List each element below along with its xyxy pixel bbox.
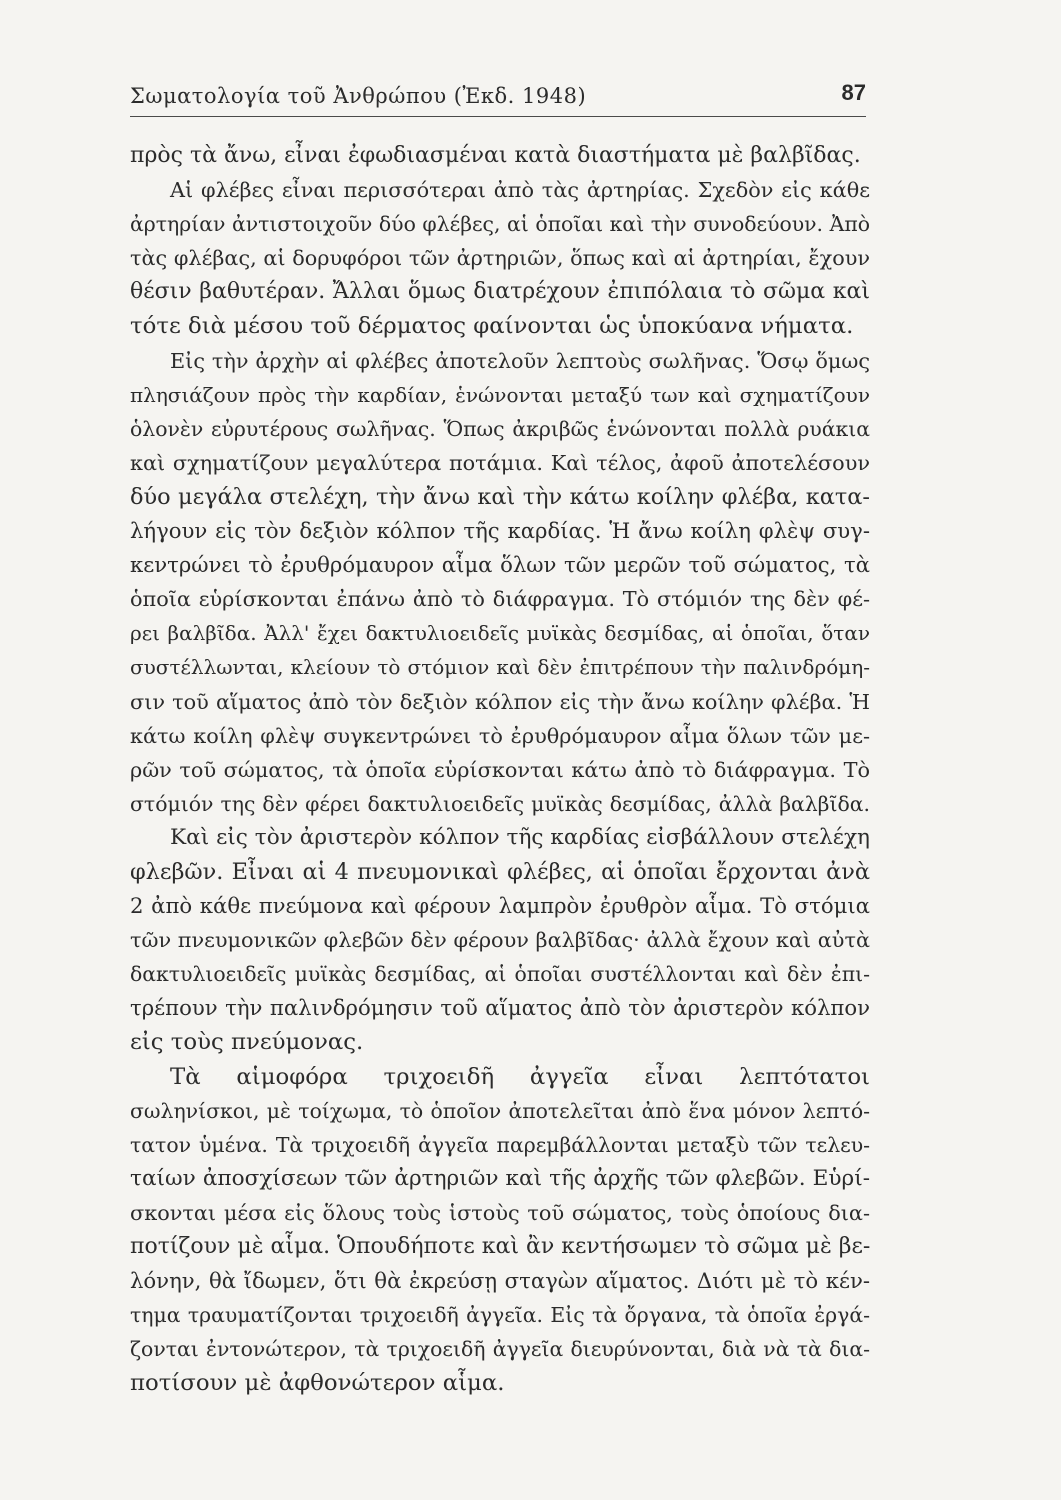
text-line: ὁποῖα εὑρίσκονται ἐπάνω ἀπὸ τὸ διάφραγμα. Τὸ στόμιόν της δὲν φέ-	[130, 587, 870, 612]
text-line: ποτίζουν μὲ αἷμα. Ὁπουδήποτε καὶ ἂν κεντήσωμεν τὸ σῶμα μὲ βε-	[130, 1234, 871, 1259]
text-line: δακτυλιοειδεῖς μυϊκὰς δεσμίδας, αἱ ὁποῖαι συστέλλονται καὶ δὲν ἐπι-	[130, 962, 870, 987]
text-line: λήγουν εἰς τὸν δεξιὸν κόλπον τῆς καρδίας. Ἡ ἄνω κοίλη φλὲψ συγ-	[130, 518, 870, 544]
text-line: εἰς τοὺς πνεύμονας.	[130, 1029, 364, 1056]
text-line: ταίων ἀποσχίσεων τῶν ἀρτηριῶν καὶ τῆς ἀρχῆς τῶν φλεβῶν. Εὑρί-	[130, 1165, 870, 1191]
text-line: σιν τοῦ αἵματος ἀπὸ τὸν δεξιὸν κόλπον εἰς τὴν ἄνω κοίλην φλέβα. Ἡ	[130, 689, 870, 714]
text-line: φλεβῶν. Εἶναι αἱ 4 πνευμονικαὶ φλέβες, αἱ ὁποῖαι ἔρχονται ἀνὰ	[130, 858, 870, 885]
text-line: σωληνίσκοι, μὲ τοίχωμα, τὸ ὁποῖον ἀποτελεῖται ἀπὸ ἕνα μόνον λεπτό-	[130, 1098, 870, 1123]
text-line: ρῶν τοῦ σώματος, τὰ ὁποῖα εὑρίσκονται κάτω ἀπὸ τὸ διάφραγμα. Τὸ	[130, 757, 870, 782]
text-line: θέσιν βαθυτέραν. Ἄλλαι ὅμως διατρέχουν ἐπιπόλαια τὸ σῶμα καὶ	[130, 279, 870, 305]
text-line: δύο μεγάλα στελέχη, τὴν ἄνω καὶ τὴν κάτω κοίλην φλέβα, κατα-	[130, 483, 870, 510]
text-line: σκονται μέσα εἰς ὅλους τοὺς ἱστοὺς τοῦ σώματος, τοὺς ὁποίους δια-	[130, 1200, 870, 1225]
text-line: πλησιάζουν πρὸς τὴν καρδίαν, ἑνώνονται μεταξύ των καὶ σχηματίζουν	[130, 382, 870, 407]
text-line: τῶν πνευμονικῶν φλεβῶν δὲν φέρουν βαλβῖδας· ἀλλὰ ἔχουν καὶ αὐτὰ	[130, 928, 870, 953]
text-line: κεντρώνει τὸ ἐρυθρόμαυρον αἷμα ὅλων τῶν μερῶν τοῦ σώματος, τὰ	[130, 552, 870, 578]
text-line: ὁλονὲν εὐρυτέρους σωλῆνας. Ὅπως ἀκριβῶς ἑνώνονται πολλὰ ρυάκια	[130, 416, 870, 441]
body-text	[130, 139, 870, 1400]
page-number: 87	[841, 80, 866, 105]
text-line: κάτω κοίλη φλὲψ συγκεντρώνει τὸ ἐρυθρόμαυρον αἷμα ὅλων τῶν με-	[130, 723, 870, 748]
text-line: Αἱ φλέβες εἶναι περισσότεραι ἀπὸ τὰς ἀρτηρίας. Σχεδὸν εἰς κάθε	[170, 178, 870, 203]
text-line: ἀρτηρίαν ἀντιστοιχοῦν δύο φλέβες, αἱ ὁποῖαι καὶ τὴν συνοδεύουν. Ἀπὸ	[130, 212, 870, 237]
text-line: στόμιόν της δὲν φέρει δακτυλιοειδεῖς μυϊκὰς δεσμίδας, ἀλλὰ βαλβῖδα.	[130, 791, 870, 816]
text-line: ποτίσουν μὲ ἀφθονώτερον αἷμα.	[130, 1370, 505, 1397]
text-line: ρει βαλβῖδα. Ἀλλ' ἔχει δακτυλιοειδεῖς μυϊκὰς δεσμίδας, αἱ ὁποῖαι, ὅταν	[130, 621, 870, 646]
text-line: συστέλλωνται, κλείουν τὸ στόμιον καὶ δὲν ἐπιτρέπουν τὴν παλινδρόμη-	[130, 655, 870, 680]
text-line: τὰς φλέβας, αἱ δορυφόροι τῶν ἀρτηριῶν, ὅπως καὶ αἱ ἀρτηρίαι, ἔχουν	[130, 246, 870, 271]
text-line: τατον ὑμένα. Τὰ τριχοειδῆ ἀγγεῖα παρεμβάλλονται μεταξὺ τῶν τελευ-	[130, 1132, 870, 1157]
text-line: Τὰ αἱμοφόρα τριχοειδῆ ἀγγεῖα εἶναι λεπτότατοι	[170, 1063, 870, 1090]
text-line: τότε διὰ μέσου τοῦ δέρματος φαίνονται ὡς ὑποκύανα νήματα.	[130, 313, 854, 340]
text-line: ζονται ἐντονώτερον, τὰ τριχοειδῆ ἀγγεῖα διευρύνονται, διὰ νὰ τὰ δια-	[130, 1337, 870, 1362]
text-line: τημα τραυματίζονται τριχοειδῆ ἀγγεῖα. Εἰς τὰ ὄργανα, τὰ ὁποῖα ἐργά-	[130, 1303, 870, 1328]
header-title: Σωματολογία τοῦ Ἀνθρώπου (Ἐκδ. 1948)	[130, 84, 587, 108]
text-line: λόνην, θὰ ἴδωμεν, ὅτι θὰ ἐκρεύσῃ σταγὼν αἵματος. Διότι μὲ τὸ κέν-	[130, 1268, 870, 1294]
text-line: καὶ σχηματίζουν μεγαλύτερα ποτάμια. Καὶ τέλος, ἀφοῦ ἀποτελέσουν	[130, 450, 870, 475]
text-line: 2 ἀπὸ κάθε πνεύμονα καὶ φέρουν λαμπρὸν ἐρυθρὸν αἷμα. Τὸ στόμια	[130, 893, 870, 919]
running-header	[130, 72, 866, 117]
text-line: Καὶ εἰς τὸν ἀριστερὸν κόλπον τῆς καρδίας εἰσβάλλουν στελέχη	[170, 824, 870, 850]
text-line: τρέπουν τὴν παλινδρόμησιν τοῦ αἵματος ἀπὸ τὸν ἀριστερὸν κόλπον	[130, 995, 870, 1021]
text-line: Εἰς τὴν ἀρχὴν αἱ φλέβες ἀποτελοῦν λεπτοὺς σωλῆνας. Ὅσῳ ὅμως	[170, 348, 870, 373]
text-line: πρὸς τὰ ἄνω, εἶναι ἐφωδιασμέναι κατὰ διαστήματα μὲ βαλβῖδας.	[130, 143, 861, 168]
